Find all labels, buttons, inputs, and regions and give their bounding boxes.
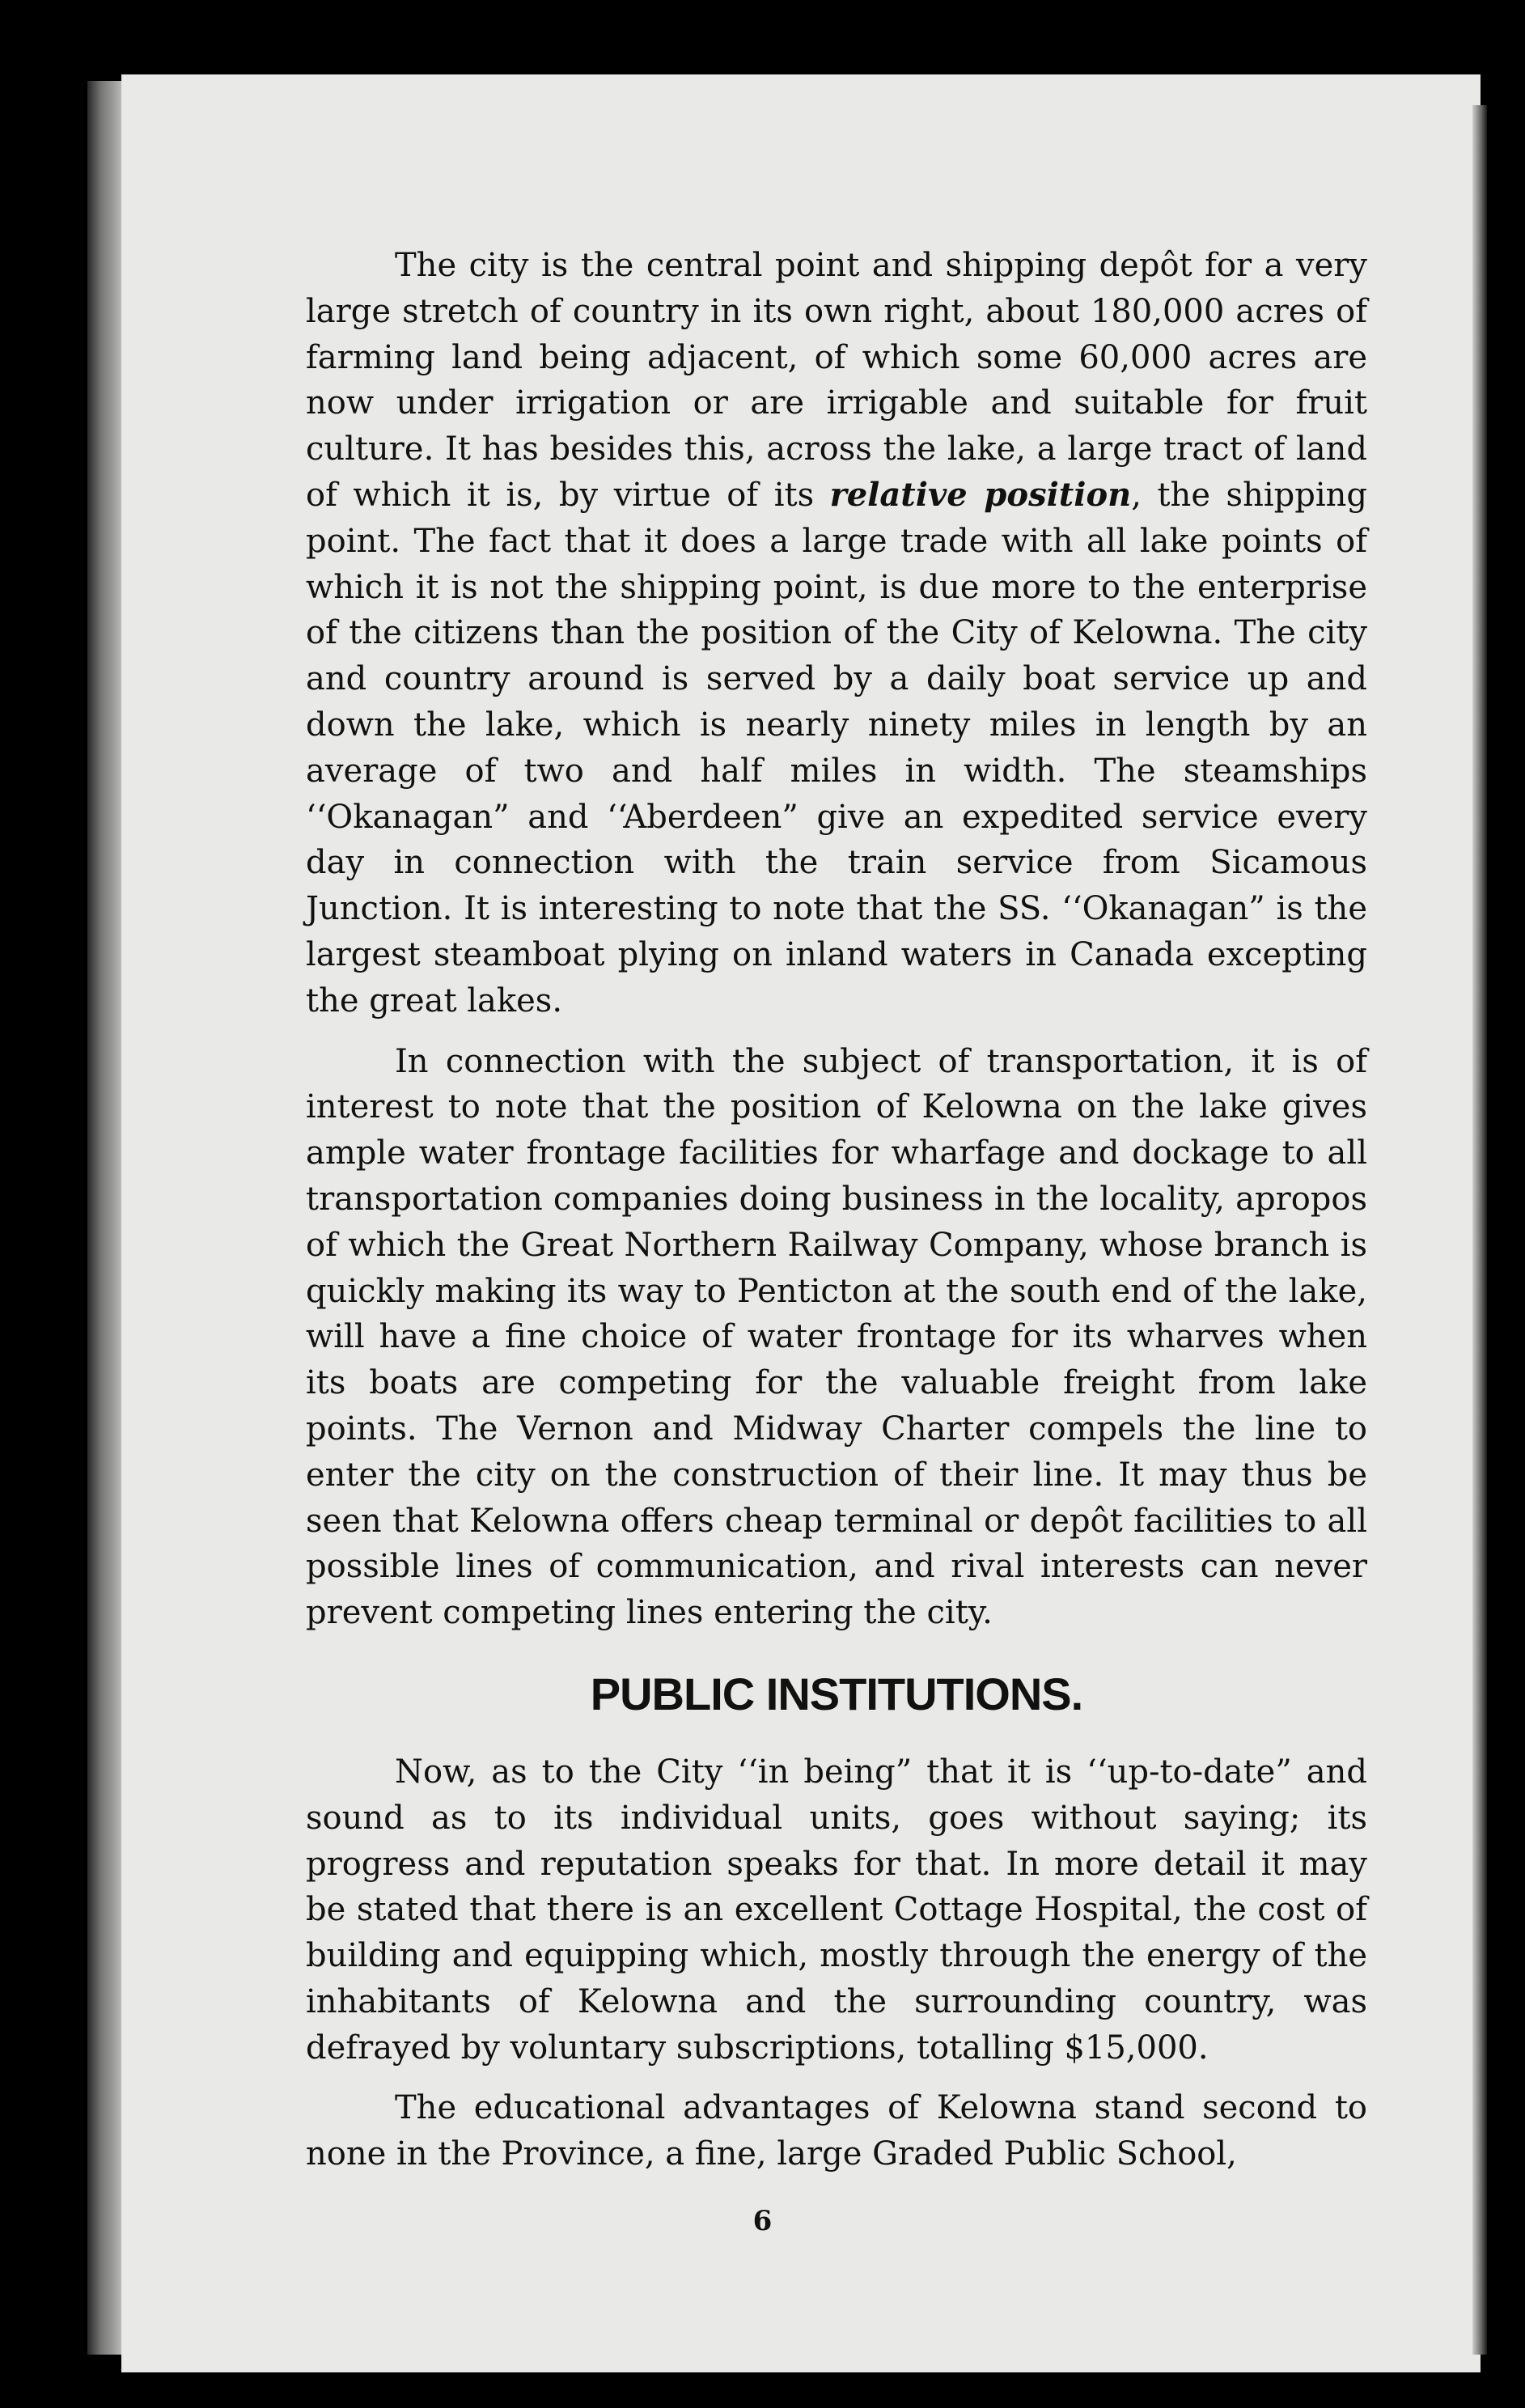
paragraph-public-institutions: Now, as to the City ‘‘in being” that it is ‘‘up-to-date” and sound as to its individual units, goes without saying; its progress and reputation speaks for that. In more detail it may be stated that there is an excellent Cottage Hospital, the cost of building and equipping which, mostly through the energy of the inhabitants of Kelowna and the surrounding country, was defrayed by voluntary subscriptions, totalling $15,000. <box>306 1753 1367 2067</box>
emphasis-relative-position: relative position <box>829 475 1132 514</box>
paragraph-education: The educational advantages of Kelowna stand second to none in the Province, a fine, large Graded Public School, <box>306 2089 1367 2173</box>
paragraph-shipping-part-2: , the shipping point. The fact that it does a large trade with all lake points of which it is not the shipping point, is due more to the enterprise of the citizens than the position of the City of Kelowna. The city and country around is served by a daily boat service up and down the lake, which is nearly ninety miles in length by an average of two and half miles in width. The steamships ‘‘Okanagan” and ‘‘Aberdeen” give an expedited service every day in connection with the train service from Sicamous Junction. It is interesting to note that the SS. ‘‘Okanagan” is the largest steamboat plying on inland waters in Canada excepting the great lakes. <box>306 476 1367 1020</box>
paragraph-shipping-part-1: The city is the central point and shipping depôt for a very large stretch of country in its own right, about 180,000 acres of farming land being adjacent, of which some 60,000 acres are now under irrigation or are irrigable and suitable for fruit culture. It has besides this, across the lake, a large tract of land of which it is, by virtue of its <box>306 247 1367 514</box>
scan-border-right <box>1487 49 1525 2408</box>
page-right-edge <box>1472 105 1487 2355</box>
paragraph-transportation: In connection with the subject of transportation, it is of interest to note that the position of Kelowna on the lake gives ample water frontage facilities for wharfage and dockage to all transportation companies doing business in the locality, apropos of which the Great Northern Railway Company, whose branch is quickly making its way to Penticton at the south end of the lake, will have a fine choice of water frontage for its wharves when its boats are competing for the valuable freight from lake points. The Vernon and Midway Charter compels the line to enter the city on the construction of their line. It may thus be seen that Kelowna offers cheap terminal or depôt facilities to all possible lines of communication, and rival interests can never prevent competing lines entering the city. <box>306 1042 1367 1632</box>
page-number: 6 <box>752 2205 773 2237</box>
body-text <box>306 243 1367 2177</box>
paragraph-shipping <box>306 243 1367 1024</box>
section-heading: PUBLIC INSTITUTIONS. <box>590 1668 1083 1719</box>
page-binding-edge <box>87 81 126 2355</box>
